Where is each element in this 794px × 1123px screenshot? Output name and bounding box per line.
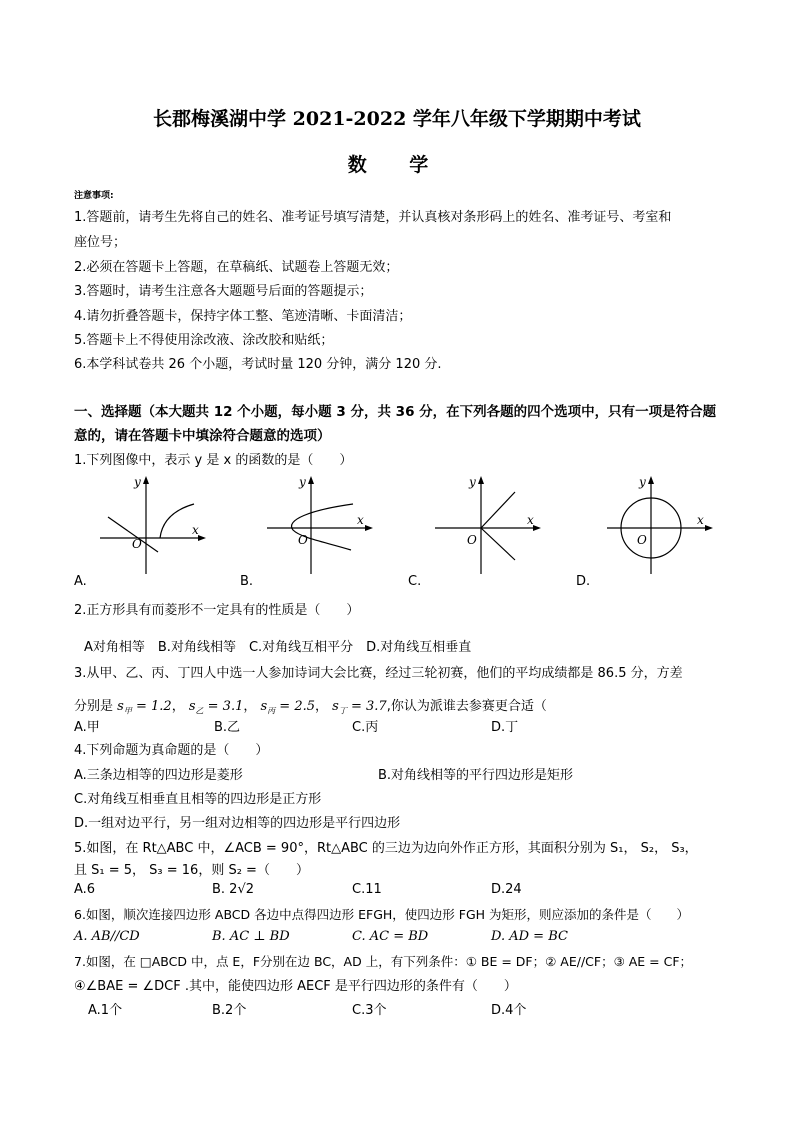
q4-option-a: A.三条边相等的四边形是菱形 (74, 768, 243, 783)
q1-option-a: A. (74, 574, 87, 589)
q6-stem: 6.如图，顺次连接四边形 ABCD 各边中点得四边形 EFGH，使四边形 FGH 为矩形，则应添加的条件是（ ） (74, 907, 690, 922)
q4-stem: 4.下列命题为真命题的是（ ） (74, 743, 269, 758)
notes-title: 注意事项: (74, 191, 114, 201)
q1-option-d: D. (576, 574, 591, 589)
q1-graph-b (265, 472, 375, 581)
y-axis-label: y (299, 475, 306, 489)
origin-label: O (298, 533, 308, 547)
q5-stem-cont: 且 S₁ = 5， S₃ = 16，则 S₂ =（ ） (74, 863, 309, 878)
q5-option-d: D.24 (491, 882, 522, 897)
y-axis-label: y (469, 475, 476, 489)
q5-stem: 5.如图，在 Rt△ABC 中，∠ACB = 90°，Rt△ABC 的三边为边向外作正方形，其面积分别为 S₁， S₂， S₃， (74, 841, 698, 856)
exam-title: 长郡梅溪湖中学 2021-2022 学年八年级下学期期中考试 (153, 108, 641, 130)
q1-graph-a (98, 472, 208, 581)
q6-option-c: C. AC = BD (352, 929, 429, 944)
q1-stem: 1.下列图像中，表示 y 是 x 的函数的是（ ） (74, 453, 353, 468)
notes-item: 4.请勿折叠答题卡，保持字体工整、笔迹清晰、卡面清洁； (74, 309, 412, 324)
q1-graph-d (605, 472, 715, 581)
origin-label: O (637, 533, 647, 547)
q6-option-b: B. AC ⊥ BD (212, 929, 290, 944)
q5-option-a: A.6 (74, 882, 96, 897)
q7-stem: 7.如图，在 □ABCD 中，点 E，F分别在边 BC，AD 上，有下列条件：① BE = DF；② AE//CF；③ AE = CF； (74, 954, 693, 969)
q3-option-c: C.丙 (352, 720, 379, 735)
q4-option-d: D.一组对边平行，另一组对边相等的四边形是平行四边形 (74, 816, 401, 831)
origin-label: O (467, 533, 477, 547)
notes-item: 1.答题前，请考生先将自己的姓名、准考证号填写清楚，并认真核对条形码上的姓名、准考证号、考室和 (74, 210, 672, 225)
section-heading: 一、选择题（本大题共 12 个小题，每小题 3 分，共 36 分，在下列各题的四个选项中，只有一项是符合题 (74, 404, 717, 420)
variance-bing: $s_丙 = 2.5$ (260, 699, 316, 716)
q3-prefix: 分别是 (74, 699, 114, 714)
q4-option-c: C.对角线互相垂直且相等的四边形是正方形 (74, 792, 322, 807)
notes-item: 座位号； (74, 235, 127, 250)
q3-option-a: A.甲 (74, 720, 100, 735)
exam-subject: 数 学 (347, 154, 447, 176)
q6-option-d: D. AD = BC (491, 929, 568, 944)
x-axis-label: x (697, 513, 704, 527)
x-axis-label: x (192, 523, 199, 537)
q7-option-b: B.2个 (212, 1003, 247, 1018)
q3-stem: 3.从甲、乙、丙、丁四人中选一人参加诗词大会比赛，经过三轮初赛，他们的平均成绩都是 86.5 分，方差 (74, 666, 683, 681)
x-axis-label: x (527, 513, 534, 527)
q3-option-b: B.乙 (214, 720, 241, 735)
notes-item: 5.答题卡上不得使用涂改液、涂改胶和贴纸； (74, 333, 334, 348)
q7-option-a: A.1个 (88, 1003, 123, 1018)
notes-item: 6.本学科试卷共 26 个小题，考试时量 120 分钟，满分 120 分. (74, 357, 442, 372)
x-axis-label: x (357, 513, 364, 527)
q7-option-d: D.4个 (491, 1003, 527, 1018)
q3-variances-line: 分别是 $s_甲 = 1.2$， $s_乙 = 3.1$， $s_丙 = 2.5$， $s_丁 = 3.7$,你认为派谁去参赛更合适（ (74, 699, 547, 716)
q3-option-d: D.丁 (491, 720, 519, 735)
origin-label: O (132, 537, 142, 551)
y-axis-label: y (134, 475, 141, 489)
q7-stem-cont: ④∠BAE = ∠DCF .其中，能使四边形 AECF 是平行四边形的条件有（ ） (74, 979, 517, 994)
variance-yi: $s_乙 = 3.1$ (188, 699, 244, 716)
q4-option-b: B.对角线相等的平行四边形是矩形 (378, 768, 574, 783)
q5-option-b: B. 2√2 (212, 882, 255, 897)
q6-option-a: A. AB//CD (74, 929, 140, 944)
q7-option-c: C.3个 (352, 1003, 387, 1018)
q1-option-b: B. (240, 574, 254, 589)
variance-ding: $s_丁 = 3.7$ (332, 699, 387, 716)
notes-item: 2.必须在答题卡上答题，在草稿纸、试题卷上答题无效； (74, 260, 399, 275)
notes-item: 3.答题时，请考生注意各大题题号后面的答题提示； (74, 284, 373, 299)
q1-option-c: C. (408, 574, 422, 589)
q2-options: A对角相等 B.对角线相等 C.对角线互相平分 D.对角线互相垂直 (84, 640, 472, 655)
q1-graph-c (433, 472, 543, 581)
q3-suffix: ,你认为派谁去参赛更合适（ (386, 699, 547, 714)
section-heading-cont: 意的，请在答题卡中填涂符合题意的选项） (74, 428, 331, 444)
variance-jia: $s_甲 = 1.2$ (117, 699, 172, 716)
q5-option-c: C.11 (352, 882, 382, 897)
q2-stem: 2.正方形具有而菱形不一定具有的性质是（ ） (74, 603, 360, 618)
y-axis-label: y (639, 475, 646, 489)
